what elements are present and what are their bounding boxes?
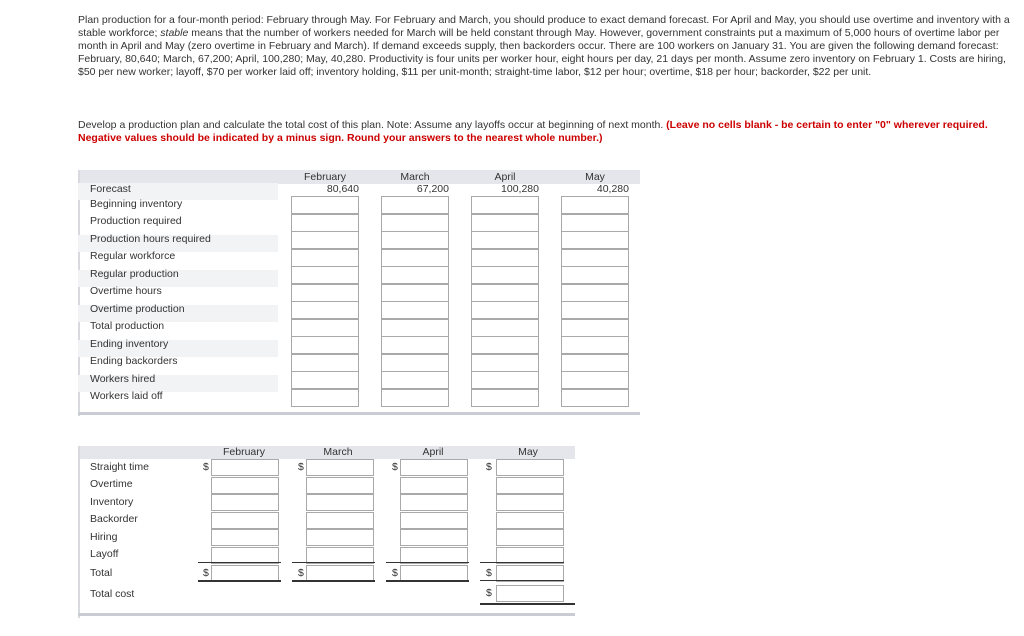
input-cost-inventory-march[interactable] <box>306 494 374 511</box>
month-header-march: March <box>323 446 353 458</box>
input-ending-inventory-february[interactable] <box>291 336 359 354</box>
input-cost-straight-time-may[interactable] <box>496 459 564 476</box>
input-workers-laid-off-may[interactable] <box>561 389 629 407</box>
input-regular-production-april[interactable] <box>471 266 539 284</box>
input-cost-backorder-march[interactable] <box>306 512 374 529</box>
input-cost-overtime-april[interactable] <box>400 477 468 494</box>
input-beginning-inventory-may[interactable] <box>561 196 629 214</box>
input-ending-inventory-may[interactable] <box>561 336 629 354</box>
input-cost-backorder-april[interactable] <box>400 512 468 529</box>
input-cost-hiring-march[interactable] <box>306 529 374 546</box>
input-workers-laid-off-february[interactable] <box>291 389 359 407</box>
input-ending-backorders-april[interactable] <box>471 354 539 372</box>
input-beginning-inventory-april[interactable] <box>471 196 539 214</box>
row-label-production-required: Production required <box>90 215 182 227</box>
input-cost-backorder-may[interactable] <box>496 512 564 529</box>
input-production-hours-required-may[interactable] <box>561 231 629 249</box>
row-label-backorder: Backorder <box>90 513 138 525</box>
input-overtime-hours-april[interactable] <box>471 284 539 302</box>
input-production-hours-required-february[interactable] <box>291 231 359 249</box>
row-label-workers-laid-off: Workers laid off <box>90 390 163 402</box>
problem-statement: Plan production for a four-month period: February through May. For February and March, you should produce to exact demand forecast. For April and May, you should use overtime and inventory with a stable workforce; stable means that the number of workers needed for March will be held constant through May. However, government constraints put a maximum of 5,000 hours of overtime labor per month in April and May (zero overtime in February and March). If demand exceeds supply, then backorders occur. There are 100 workers on January 31. You are given the following demand forecast: February, 80,640; March, 67,200; April, 100,280; May, 40,280. Productivity is four units per worker hour, eight hours per day, 21 days per month. Assume zero inventory on February 1. Costs are hiring, $50 per new worker; layoff, $70 per worker laid off; inventory holding, $11 per unit-month; straight-time labor, $12 per hour; overtime, $18 per hour; backorder, $22 per unit. <box>78 14 1010 78</box>
input-ending-backorders-february[interactable] <box>291 354 359 372</box>
input-ending-inventory-march[interactable] <box>381 336 449 354</box>
row-label-ending-inventory: Ending inventory <box>90 338 169 350</box>
input-workers-hired-february[interactable] <box>291 371 359 389</box>
row-label-hiring: Hiring <box>90 531 118 543</box>
input-cost-overtime-may[interactable] <box>496 477 564 494</box>
input-cost-hiring-april[interactable] <box>400 529 468 546</box>
currency-symbol: $ <box>298 461 304 473</box>
month-header-may: May <box>585 171 605 183</box>
row-label-total: Total <box>90 567 113 579</box>
month-header-may: May <box>518 446 538 458</box>
row-label-workers-hired: Workers hired <box>90 373 156 385</box>
month-header-february: February <box>303 171 346 183</box>
currency-symbol: $ <box>486 461 492 473</box>
production-plan-table <box>78 170 640 416</box>
row-label-total-production: Total production <box>90 320 165 332</box>
forecast-april: 100,280 <box>501 183 539 195</box>
row-label-beginning-inventory: Beginning inventory <box>90 198 183 210</box>
row-label-regular-workforce: Regular workforce <box>90 250 176 262</box>
input-regular-workforce-april[interactable] <box>471 249 539 267</box>
input-workers-laid-off-april[interactable] <box>471 389 539 407</box>
row-label-overtime-hours: Overtime hours <box>90 285 162 297</box>
input-total-production-april[interactable] <box>471 319 539 337</box>
month-header-april: April <box>494 171 516 183</box>
instructions: Develop a production plan and calculate the total cost of this plan. Note: Assume any layoffs occur at beginning of next month. (Leave no cells blank - be certain to enter "0" wherever required. Negative values should be indicated by a minus sign. Round your answers to the nearest whole number.) <box>78 119 988 144</box>
cost-table <box>78 446 575 618</box>
input-overtime-hours-may[interactable] <box>561 284 629 302</box>
input-cost-straight-time-march[interactable] <box>306 459 374 476</box>
forecast-february: 80,640 <box>326 183 359 195</box>
input-cost-overtime-march[interactable] <box>306 477 374 494</box>
input-overtime-hours-march[interactable] <box>381 284 449 302</box>
input-workers-hired-march[interactable] <box>381 371 449 389</box>
input-overtime-production-march[interactable] <box>381 301 449 319</box>
input-production-required-april[interactable] <box>471 214 539 232</box>
input-cost-hiring-february[interactable] <box>211 529 279 546</box>
input-regular-workforce-march[interactable] <box>381 249 449 267</box>
currency-symbol: $ <box>486 567 492 579</box>
input-production-required-may[interactable] <box>561 214 629 232</box>
forecast-may: 40,280 <box>596 183 629 195</box>
input-total-production-march[interactable] <box>381 319 449 337</box>
input-overtime-production-april[interactable] <box>471 301 539 319</box>
input-production-required-march[interactable] <box>381 214 449 232</box>
input-overtime-hours-february[interactable] <box>291 284 359 302</box>
input-regular-workforce-may[interactable] <box>561 249 629 267</box>
input-beginning-inventory-march[interactable] <box>381 196 449 214</box>
input-production-hours-required-march[interactable] <box>381 231 449 249</box>
input-cost-backorder-february[interactable] <box>211 512 279 529</box>
input-cost-inventory-april[interactable] <box>400 494 468 511</box>
month-header-march: March <box>400 171 430 183</box>
row-label-regular-production: Regular production <box>90 268 179 280</box>
input-cost-overtime-february[interactable] <box>211 477 279 494</box>
row-label-ending-backorders: Ending backorders <box>90 355 178 367</box>
input-workers-hired-april[interactable] <box>471 371 539 389</box>
row-label-total-cost: Total cost <box>90 588 135 600</box>
input-regular-production-february[interactable] <box>291 266 359 284</box>
input-total-production-may[interactable] <box>561 319 629 337</box>
currency-symbol: $ <box>203 567 209 579</box>
month-header-february: February <box>222 446 265 458</box>
input-cost-inventory-february[interactable] <box>211 494 279 511</box>
input-workers-hired-may[interactable] <box>561 371 629 389</box>
input-cost-straight-time-april[interactable] <box>400 459 468 476</box>
row-label-overtime: Overtime <box>90 478 133 490</box>
input-production-hours-required-april[interactable] <box>471 231 539 249</box>
input-ending-inventory-april[interactable] <box>471 336 539 354</box>
month-header-april: April <box>422 446 444 458</box>
row-label-layoff: Layoff <box>90 548 119 560</box>
input-overtime-production-may[interactable] <box>561 301 629 319</box>
input-regular-workforce-february[interactable] <box>291 249 359 267</box>
row-label-straight-time: Straight time <box>90 461 149 473</box>
forecast-march: 67,200 <box>416 183 449 195</box>
input-beginning-inventory-february[interactable] <box>291 196 359 214</box>
row-label-overtime-production: Overtime production <box>90 303 185 315</box>
currency-symbol: $ <box>392 567 398 579</box>
input-cost-inventory-may[interactable] <box>496 494 564 511</box>
input-ending-backorders-march[interactable] <box>381 354 449 372</box>
currency-symbol: $ <box>486 587 492 599</box>
input-total-cost[interactable] <box>496 585 564 602</box>
currency-symbol: $ <box>298 567 304 579</box>
input-overtime-production-february[interactable] <box>291 301 359 319</box>
currency-symbol: $ <box>203 461 209 473</box>
input-regular-production-march[interactable] <box>381 266 449 284</box>
row-label-production-hours-required: Production hours required <box>90 233 211 245</box>
input-workers-laid-off-march[interactable] <box>381 389 449 407</box>
instructions-warning: (Leave no cells blank - be certain to enter "0" wherever required. Negative values should be indicated by a minus sign. Round your answers to the nearest whole number.) <box>78 119 988 144</box>
input-cost-hiring-may[interactable] <box>496 529 564 546</box>
input-cost-straight-time-february[interactable] <box>211 459 279 476</box>
input-production-required-february[interactable] <box>291 214 359 232</box>
row-label-inventory: Inventory <box>90 496 134 508</box>
input-regular-production-may[interactable] <box>561 266 629 284</box>
input-ending-backorders-may[interactable] <box>561 354 629 372</box>
input-total-production-february[interactable] <box>291 319 359 337</box>
row-label-forecast: Forecast <box>90 183 131 195</box>
currency-symbol: $ <box>392 461 398 473</box>
